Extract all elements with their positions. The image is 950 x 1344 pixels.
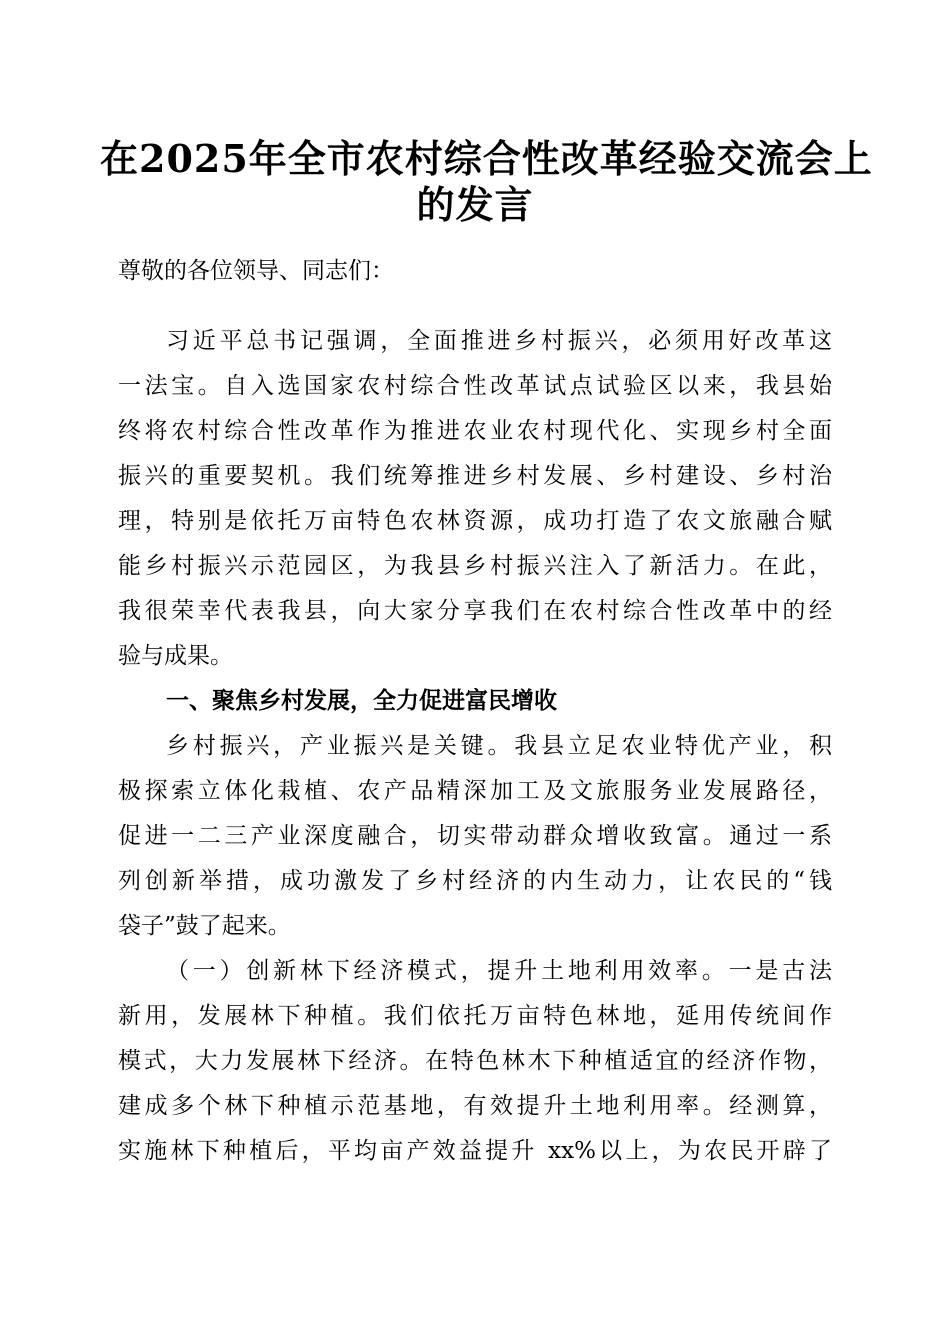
paragraph-line: 理，特别是依托万亩特色农林资源，成功打造了农文旅融合赋 [118,508,832,534]
document-title-line-2: 的发言 [416,182,534,227]
paragraph-line: 习近平总书记强调，全面推进乡村振兴，必须用好改革这 [166,328,832,354]
paragraph-line: 验与成果。 [118,643,233,669]
paragraph-line: 极探索立体化栽植、农产品精深加工及文旅服务业发展路径， [118,778,832,804]
document-title-line-1: 在2025年全市农村综合性改革经验交流会上 [100,136,873,181]
paragraph-line: 实施林下种植后，平均亩产效益提升 xx%以上，为农民开辟了 [118,1138,832,1164]
paragraph-line: （一）创新林下经济模式，提升土地利用效率。一是古法 [166,958,832,984]
paragraph-line: 促进一二三产业深度融合，切实带动群众增收致富。通过一系 [118,823,832,849]
paragraph-line: 模式，大力发展林下经济。在特色林木下种植适宜的经济作物， [118,1048,832,1074]
paragraph-line: 建成多个林下种植示范基地，有效提升土地利用率。经测算， [118,1093,832,1119]
paragraph-line: 终将农村综合性改革作为推进农业农村现代化、实现乡村全面 [118,418,832,444]
paragraph-line: 乡村振兴，产业振兴是关键。我县立足农业特优产业，积 [166,733,832,759]
salutation: 尊敬的各位领导、同志们： [118,258,394,284]
paragraph-line: 列创新举措，成功激发了乡村经济的内生动力，让农民的“钱 [118,868,832,894]
paragraph-line: 袋子”鼓了起来。 [118,913,291,939]
paragraph-line: 能乡村振兴示范园区，为我县乡村振兴注入了新活力。在此， [118,553,832,579]
paragraph-line: 新用，发展林下种植。我们依托万亩特色林地，延用传统间作 [118,1003,832,1029]
paragraph-line: 振兴的重要契机。我们统筹推进乡村发展、乡村建设、乡村治 [118,463,832,489]
paragraph-line: 一法宝。自入选国家农村综合性改革试点试验区以来，我县始 [118,373,832,399]
paragraph-line: 我很荣幸代表我县，向大家分享我们在农村综合性改革中的经 [118,598,832,624]
section-heading: 一、聚焦乡村发展，全力促进富民增收 [166,688,557,714]
